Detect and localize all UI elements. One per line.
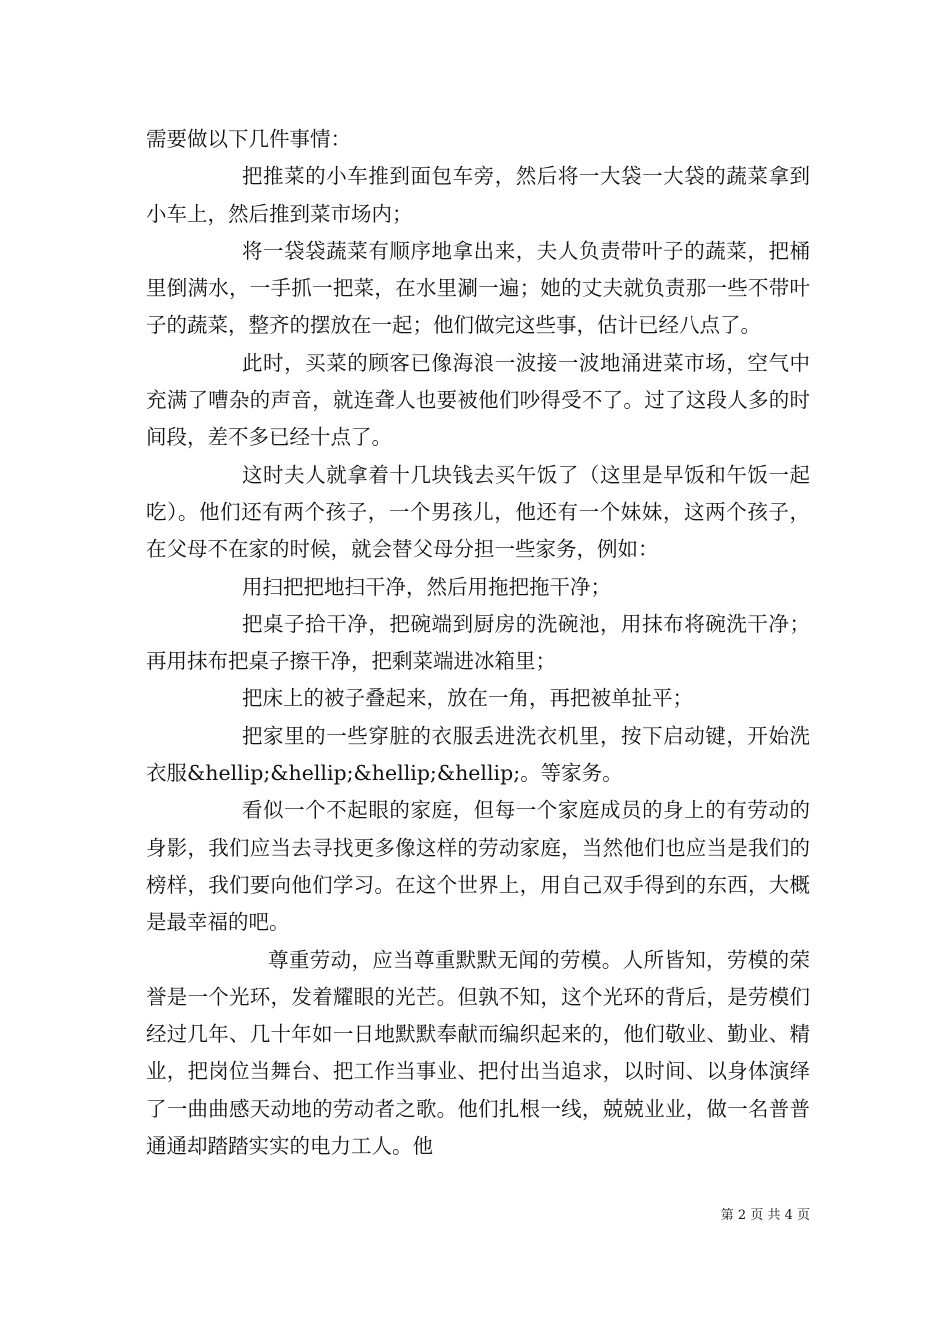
paragraph: 需要做以下几件事情：: [146, 127, 351, 151]
paragraph: 把推菜的小车推到面包车旁，然后将一大袋一大袋的蔬菜拿到小车上，然后推到菜市场内；: [146, 164, 810, 226]
document-body: [146, 121, 810, 1165]
paragraph: 用扫把把地扫干净，然后用拖把拖干净；: [242, 574, 611, 599]
paragraph: 把桌子拾干净，把碗端到厨房的洗碗池，用抹布将碗洗干净；再用抹布把桌子擦干净，把剩菜端进冰箱里；: [146, 611, 810, 674]
paragraph: 看似一个不起眼的家庭，但每一个家庭成员的身上的有劳动的身影，我们应当去寻找更多像这样的劳动家庭，当然他们也应当是我们的榜样，我们要向他们学习。在这个世界上，用自己双手得到的东西，大概是最幸福的吧。: [146, 798, 810, 935]
paragraph: 把家里的一些穿脏的衣服丢进洗衣机里，按下启动键，开始洗衣服&hellip;&hellip;&hellip;&hellip;。等家务。: [146, 723, 810, 786]
paragraph: 把床上的被子叠起来，放在一角，再把被单扯平；: [242, 686, 693, 711]
paragraph: 尊重劳动，应当尊重默默无闻的劳模。人所皆知，劳模的荣誉是一个光环，发着耀眼的光芒。但孰不知，这个光环的背后，是劳模们经过几年、几十年如一日地默默奉献而编织起来的，他们敬业、勤业、精业，把岗位当舞台、把工作当事业、把付出当追求，以时间、以身体演绎了一曲曲感天动地的劳动者之歌。他们扎根一线，兢兢业业，做一名普普通通却踏踏实实的电力工人。他: [146, 947, 810, 1159]
paragraph: 此时，买菜的顾客已像海浪一波接一波地涌进菜市场，空气中充满了嘈杂的声音，就连聋人也要被他们吵得受不了。过了这段人多的时间段，差不多已经十点了。: [146, 350, 810, 450]
paragraph: 这时夫人就拿着十几块钱去买午饭了（这里是早饭和午饭一起吃）。他们还有两个孩子，一个男孩儿，他还有一个妹妹，这两个孩子，在父母不在家的时候，就会替父母分担一些家务，例如：: [146, 462, 810, 562]
page-number-footer: 第 2 页 共 4 页: [720, 1208, 810, 1223]
paragraph: 将一袋袋蔬菜有顺序地拿出来，夫人负责带叶子的蔬菜，把桶里倒满水，一手抓一把菜，在水里涮一遍；她的丈夫就负责那一些不带叶子的蔬菜，整齐的摆放在一起；他们做完这些事，估计已经八点了。: [146, 238, 810, 338]
